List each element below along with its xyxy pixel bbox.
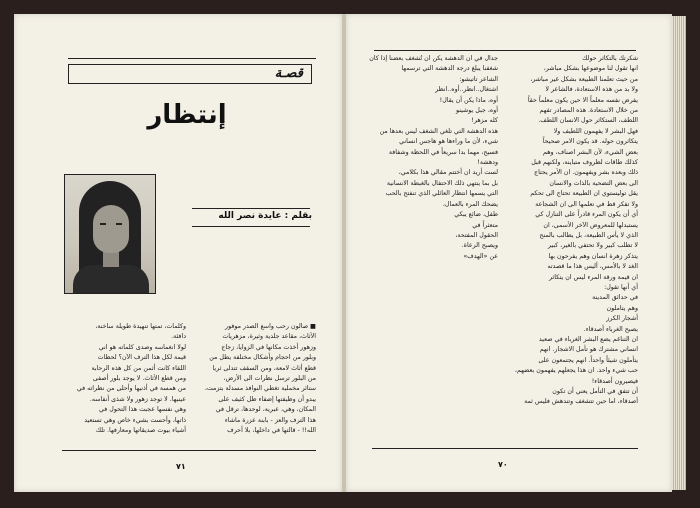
text-line: فسيح، مهما بدا سريعاً في اللحظة وشفافة [388,148,498,156]
text-line: شيء، لأن ما وراءها هو هاجس انساني [399,138,498,146]
text-line: الله!! - قالتها في داخلها، بلا أحرف [227,427,316,435]
right-page-column-right [506,54,638,408]
story-title: إنتظار [147,100,227,130]
text-line: المكان، وهي، عبرية، لوحدها، ترقل في [215,406,316,414]
left-page-column-right [196,322,316,436]
byline-rule-bottom [192,226,310,227]
footer-rule-right [372,448,638,449]
left-page-column-left [62,322,186,436]
text-line: لولا انغماسه وصدى كلماته هو اني [98,343,186,351]
text-line: ولا تفكر قط في تعلمها الى ان الشجاعة [535,200,638,208]
text-line: يتكاثرون حوله. قد يكون الامر صحيحاً [542,138,638,146]
byline-text: بقلم : عايدة نصر الله [218,211,312,221]
footer-rule-left [62,450,316,451]
text-line: وهي نفسها عجبت هذا التحول في [99,406,186,414]
text-line: من همسة في أذنيها وأحلى من نظراته في [76,385,186,393]
header-rule-right [374,50,636,51]
text-line: حب شيء واحد. ان هذا يجعلهم يفهمون بعضهم، [514,367,638,375]
text-line: ذاتها، وأحست بشيء خاص وهي تستعيد [84,416,186,424]
text-line: أي أن يكون المرء قادراً على التنازل كي [535,211,638,219]
text-line: يقل توليستوي ان الطبيعة تحتاج الى تحكم [530,190,638,198]
text-line: أشجار الكرز [606,315,638,323]
text-line: الشاعر تاتيشو: [459,75,498,83]
text-line: من خلال الاستعادة. هذه المصادر تفهم [539,107,638,115]
text-line: يستبدلها للمعروض الآخر الأسمى، ان [543,221,638,229]
author-photo [64,174,156,294]
text-line: هذه الدهشة التي تلغي الشغف ليس بعدها من [379,127,498,135]
text-line: لست أريد ان أختتم مقالي هذا بكلامي، [398,169,498,177]
text-line: متعثراً في [472,221,498,229]
text-line: ان قيمة ورقة المرء ليس ان يتكاثر [548,273,638,281]
text-line: ويصبح الرعاة. [461,242,498,250]
text-line: ■ صالون رحب واسع الصدر موفور [225,323,316,330]
text-line: طفل، ضائع يبكي [454,211,498,219]
text-line: هذا الترف والعز - بابنة عزرة ماشاء [224,416,316,424]
page-edges [672,16,686,490]
text-line: انساني مشترك هو تأمل الاشجار. انهم [539,346,638,354]
text-line: بعض الشيء، لأن البشر اصناف، وهم [543,148,638,156]
text-line: انها تقول لنا موضوعها بشكل مباشر، [543,65,638,73]
text-line: الغد لا بالأمس، أليس هذا ما قصدته [547,263,638,271]
text-line: وزهور أخذت مكانها في الزوايا، زجاج [221,343,316,351]
text-line: ان التناغم يضع البشر الغرباء في صعيد [538,335,638,343]
page-number-left: ٧١ [176,462,186,471]
text-line: فهل البشر لا يفهمون اللطيف ولا [553,127,638,135]
text-line: يضحك المرء بالعمال، [442,200,498,208]
text-line: الذي لا يأس الطبيعة، بل يطالب بالمنح [539,231,638,239]
page-number-right: ٧٠ [498,460,508,469]
text-line: يتذكر زهرة انسان وهم يفرحون بها [548,252,638,260]
text-line: أن تتفق في التأمل يعني أن تكون [552,388,638,395]
text-line: عن «الهدف» [463,252,498,260]
text-line: يفرض نفسه معلماً الا حين يكون معلماً حقاً [527,96,638,104]
text-line: من حيث تعلمنا الطبيعة بشكل غير مباشر، [530,75,638,83]
text-line: وكلمات، تمتها تنهيدة طويلة ساخنة، [95,323,186,330]
text-line: جدال في ان الدهشة يكن ان تُشغف بعضنا إذا كان [369,55,498,62]
text-line: عينيها. لا توجد زهور ولا شذى أنفاسه. [89,395,186,403]
text-line: فيصيرون أصدقاء! [591,377,638,385]
text-line: اشتغال..انظر..أوه..انظر [435,86,498,94]
section-label: قصـة [274,66,303,81]
section-label-box [68,64,312,84]
text-line: يتأملون شيئاً واحداً. انهم يجتمعون على [538,356,638,364]
text-line: لا تطلب كبير ولا تحتفي بالغير، كبير [547,242,638,250]
byline-rule-top [192,208,310,209]
right-page-column-left [369,54,498,262]
text-line: كذلك طاقات لظروف متباينة، ولكنهم قبل [531,159,638,167]
text-line: يبدو أن وظيفتها إضفاء ظل كثيف على [218,395,316,403]
text-line: التي يسمها انتظار العائلي الذي تنفتح بالحب [385,190,498,198]
text-line: الى بعض التضحية بالذات والانسان [549,179,638,187]
text-line: الحقول المفتحة، [455,231,498,239]
text-line: أي أنها تقول: [604,283,638,291]
text-line: شكرتك بالتكاثر حولك [582,55,638,62]
text-line: أوه، ماذا يكن أن يقال! [439,96,498,104]
byline [194,211,312,221]
text-line: ومن قطع الأثاث. لا يوجد بلور أصفى [92,375,186,383]
text-line: بل بما ينتهي ذلك الاحتفال بالغبطة الانسانية [386,179,498,187]
text-line: قيمة لكل هذا الترف الآن؟ لحظات [97,354,186,362]
text-line: قطع أثاث لامعة، ومن السقف تتدلى ثريا [212,364,316,372]
text-line: اللقاء كانت أثمن من كل هذه الرحابة [91,364,186,372]
text-line: ستائر مخملية تغطي النوافذ مسدلة بتزمت، [204,385,316,393]
text-line: يصبح الغرباء أصدقاء. [583,325,638,333]
text-line: شغفنا يبلغ درجة الدهشة التي ترسمها [401,65,498,73]
text-line: ودهشة! [477,159,498,167]
text-line: أوه، جبل يوشينو [455,107,498,115]
text-line: وبلور من احجام وأشكال مختلفة يطل من [209,354,316,362]
text-line: أصدقاء، اما حين تتشغف وتندهش فليس ثمة [524,398,638,406]
text-line: اللطف، الستكاثر حول الانسان اللطف. [538,117,638,125]
header-rule [68,58,316,59]
text-line: دافئة. [171,333,186,341]
text-line: من البلور ترسل نظرات الى الأرض، [223,375,316,383]
text-line: أشياء بيوت صديقاتها ومعارفها. تلك [95,427,186,435]
text-line: في حدائق المدينة [592,294,638,302]
text-line: وهم يتاملون [606,304,638,312]
text-line: ذلك وبعده بشر ويفهمون. ان الأمر يحتاج [534,169,638,177]
text-line: الأثاث، مقاعد جلدية وثيرة، مزهريات [222,333,316,341]
text-line: ولا بد من هذه الاستعادة، فالشاعر لا [545,86,638,94]
text-line: كله مزهر! [471,117,498,125]
